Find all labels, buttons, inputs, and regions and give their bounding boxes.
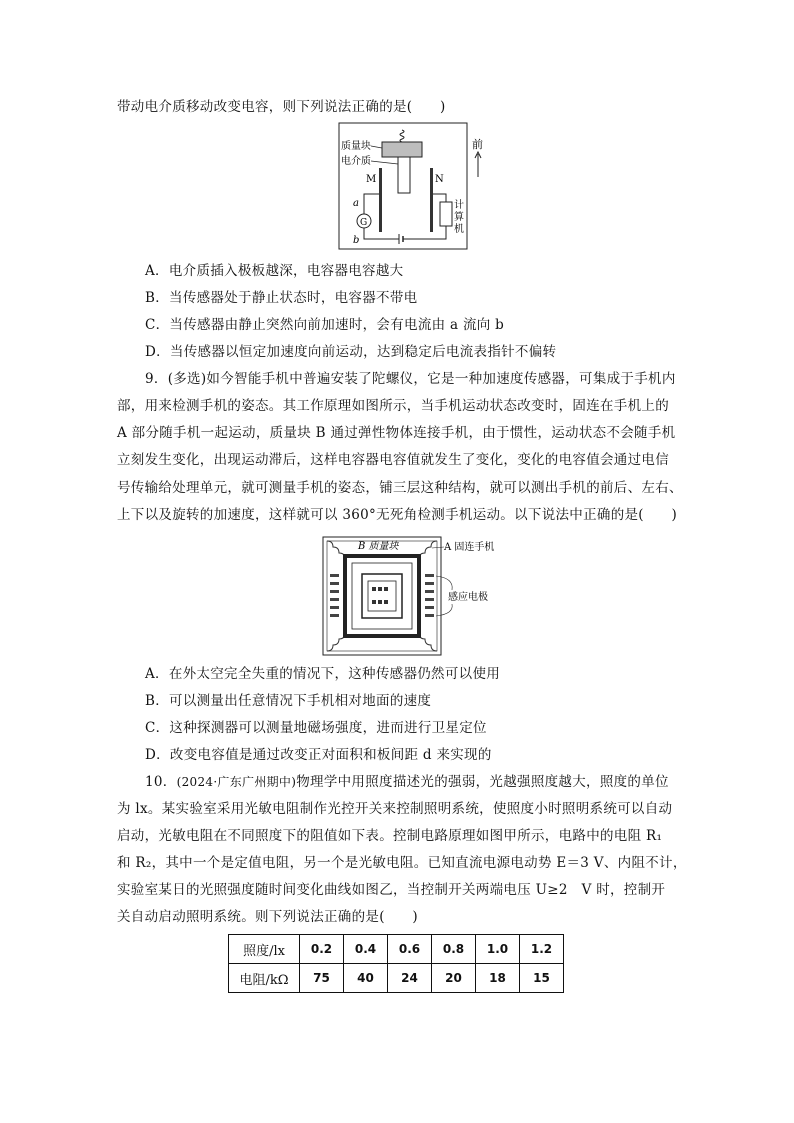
q8-option-c: C．当传感器由静止突然向前加速时，会有电流由 a 流向 b	[145, 317, 505, 333]
galvanometer-label: G	[360, 218, 368, 228]
q10-number: 10．	[145, 774, 177, 790]
q9-option-c: C．这种探测器可以测量地磁场强度，进而进行卫星定位	[145, 720, 487, 736]
table-cell: 0.8	[432, 935, 476, 964]
q10-line-5: 实验室某日的光照强度随时间变化曲线如图乙，当控制开关两端电压 U≥2 V 时，控制开	[117, 882, 666, 898]
table-cell: 75	[300, 964, 344, 993]
spring-icon	[419, 541, 437, 559]
spring-icon	[327, 633, 345, 651]
q9-figure	[320, 534, 520, 660]
table-cell: 1.0	[476, 935, 520, 964]
q8-option-b: B．当传感器处于静止状态时，电容器不带电	[145, 290, 418, 306]
q10-line-4: 和 R₂，其中一个是定值电阻，另一个是光敏电阻。已知直流电源电动势 E＝3 V、内阻不计，	[117, 855, 687, 871]
table-row	[229, 964, 564, 993]
dielectric	[398, 157, 410, 193]
q9-line-3: A 部分随手机一起运动，质量块 B 通过弹性物体连接手机，由于惯性，运动状态不会随手机	[117, 425, 676, 441]
q8-option-a: A．电介质插入极板越深，电容器电容越大	[145, 263, 404, 279]
spring-icon	[327, 541, 345, 559]
mass-block	[382, 142, 422, 157]
table-cell: 20	[432, 964, 476, 993]
node-a-label: a	[353, 198, 359, 209]
q10-source: (2024·广东广州期中)	[176, 775, 297, 789]
table-cell: 1.2	[520, 935, 564, 964]
table-cell: 0.2	[300, 935, 344, 964]
q8-option-d: D．当传感器以恒定加速度向前运动，达到稳定后电流表指针不偏转	[145, 344, 557, 360]
mass-block-b	[345, 556, 419, 636]
dielectric-label: 电介质	[341, 156, 371, 167]
fixed-a-label: A 固连手机	[444, 542, 495, 553]
q10-line-3: 启动，光敏电阻在不同照度下的阻值如下表。控制电路原理如图甲所示，电路中的电阻 R₁	[117, 828, 663, 844]
q8-figure	[338, 122, 498, 252]
plate-m-label: M	[366, 174, 377, 185]
table-cell: 40	[344, 964, 388, 993]
q9-line-5: 号传输给处理单元，就可测量手机的姿态，铺三层这种结构，就可以测出手机的前后、左右、	[117, 480, 683, 496]
table-header-resistance: 电阻/kΩ	[229, 964, 300, 993]
node-b-label: b	[353, 235, 360, 246]
plate-m	[379, 168, 382, 232]
q10-line-6: 关自动启动照明系统。则下列说法正确的是( )	[117, 909, 418, 925]
q9-option-b: B．可以测量出任意情况下手机相对地面的速度	[145, 693, 432, 709]
table-header-illuminance: 照度/lx	[229, 935, 300, 964]
spring-icon	[400, 130, 404, 142]
table-cell: 24	[388, 964, 432, 993]
q9-line-4: 立刻发生变化，出现运动滞后，这样电容器电容值就发生了变化，变化的电容值会通过电信	[117, 452, 669, 468]
table-row	[229, 935, 564, 964]
computer-label-3: 机	[454, 224, 464, 235]
plate-n-label: N	[435, 174, 444, 185]
q9-option-d: D．改变电容值是通过改变正对面积和板间距 d 来实现的	[145, 747, 492, 763]
computer-label-1: 计	[454, 200, 464, 211]
q8-stem-continuation: 带动电介质移动改变电容，则下列说法正确的是( )	[117, 99, 446, 115]
table-cell: 18	[476, 964, 520, 993]
q10-line-1	[145, 772, 669, 792]
spring-icon	[419, 633, 437, 651]
q9-option-a: A．在外太空完全失重的情况下，这种传感器仍然可以使用	[145, 666, 501, 682]
table-cell: 15	[520, 964, 564, 993]
table-cell: 0.6	[388, 935, 432, 964]
computer-box	[440, 202, 452, 226]
q9-line-6: 上下以及旋转的加速度，这样就可以 360°无死角检测手机运动。以下说法中正确的是( )	[117, 507, 678, 523]
electrode-label: 感应电极	[448, 592, 488, 603]
q9-line-2: 部，用来检测手机的姿态。其工作原理如图所示，当手机运动状态改变时，固连在手机上的	[117, 398, 669, 414]
q10-line-2: 为 lx。某实验室采用光敏电阻制作光控开关来控制照明系统，使照度小时照明系统可以自动	[117, 801, 673, 817]
forward-label: 前	[472, 138, 483, 151]
mass-label: 质量块	[341, 141, 371, 152]
plate-n	[430, 168, 433, 232]
mass-b-label: B 质量块	[358, 541, 399, 552]
illuminance-resistance-table	[228, 934, 564, 993]
q10-line-1-text: 物理学中用照度描述光的强弱，光越强照度越大，照度的单位	[296, 774, 669, 790]
table-cell: 0.4	[344, 935, 388, 964]
computer-label-2: 算	[454, 212, 464, 223]
q9-line-1: 9．(多选)如今智能手机中普遍安装了陀螺仪，它是一种加速度传感器，可集成于手机内	[145, 371, 676, 387]
